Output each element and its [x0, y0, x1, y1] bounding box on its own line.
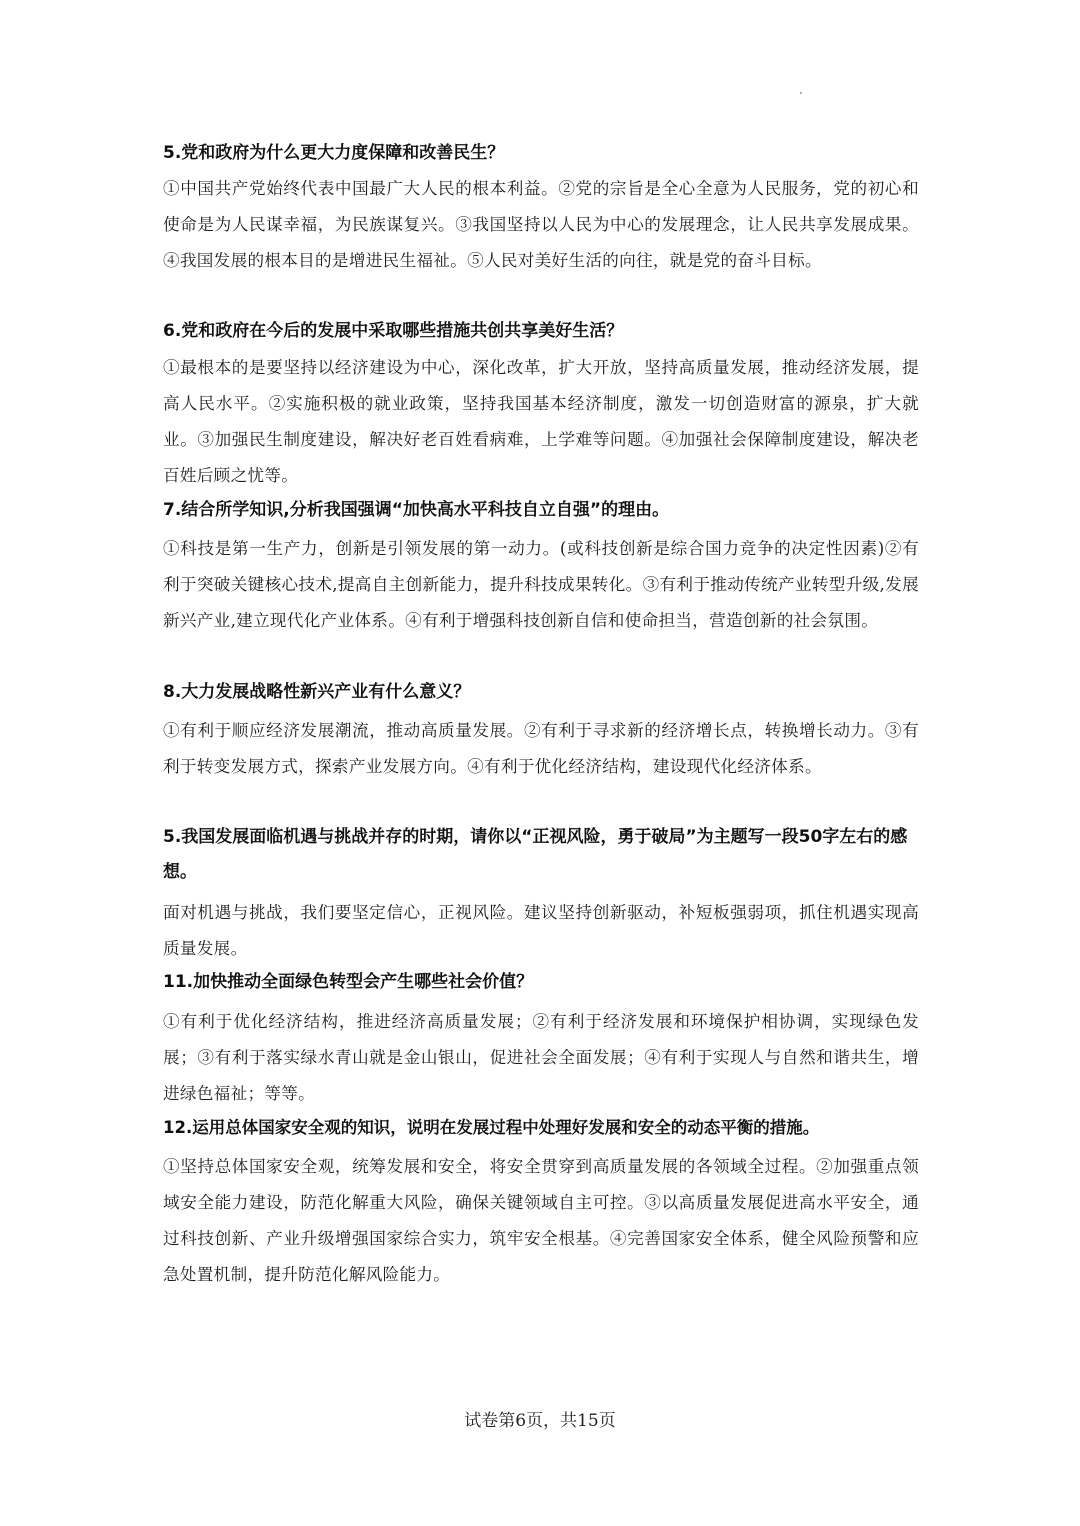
question-heading: 8.大力发展战略性新兴产业有什么意义？: [163, 682, 471, 702]
answer-text: ①中国共产党始终代表中国最广大人民的根本利益。②党的宗旨是全心全意为人民服务，党的初心和使命是为人民谋幸福，为民族谋复兴。③我国坚持以人民为中心的发展理念，让人民共享发展成果。④我国发展的根本目的是增进民生福祉。⑤人民对美好生活的向往，就是党的奋斗目标。: [163, 179, 919, 270]
question-heading: 5.我国发展面临机遇与挑战并存的时期，请你以“正视风险，勇于破局”为主题写一段50字左右的感想。: [163, 827, 908, 882]
question-heading: 6.党和政府在今后的发展中采取哪些措施共创共享美好生活？: [163, 321, 624, 341]
answer-text: ①有利于顺应经济发展潮流，推动高质量发展。②有利于寻求新的经济增长点，转换增长动力。③有利于转变发展方式，探索产业发展方向。④有利于优化经济结构，建设现代化经济体系。: [163, 721, 919, 776]
answer-text: ①科技是第一生产力，创新是引领发展的第一动力。(或科技创新是综合国力竞争的决定性因素)②有利于突破关键核心技术,提高自主创新能力，提升科技成果转化。③有利于推动传统产业转型升级,发展新兴产业,建立现代化产业体系。④有利于增强科技创新自信和使命担当，营造创新的社会氛围。: [163, 539, 919, 630]
answer-text: ①最根本的是要坚持以经济建设为中心，深化改革，扩大开放，坚持高质量发展，推动经济发展，提高人民水平。②实施积极的就业政策，坚持我国基本经济制度，激发一切创造财富的源泉，扩大就业。③加强民生制度建设，解决好老百姓看病难，上学难等问题。④加强社会保障制度建设，解决老百姓后顾之忧等。: [163, 358, 919, 485]
question-heading: 11.加快推动全面绿色转型会产生哪些社会价值？: [163, 972, 534, 992]
question-heading: 5.党和政府为什么更大力度保障和改善民生？: [163, 143, 505, 163]
page-footer: 试卷第6页，共15页: [464, 1411, 616, 1431]
answer-text: 面对机遇与挑战，我们要坚定信心，正视风险。建议坚持创新驱动，补短板强弱项，抓住机遇实现高质量发展。: [163, 903, 919, 958]
scan-speck: [800, 92, 802, 94]
answer-text: ①坚持总体国家安全观，统筹发展和安全，将安全贯穿到高质量发展的各领域全过程。②加强重点领域安全能力建设，防范化解重大风险，确保关键领域自主可控。③以高质量发展促进高水平安全，通过科技创新、产业升级增强国家综合实力，筑牢安全根基。④完善国家安全体系，健全风险预警和应急处置机制，提升防范化解风险能力。: [163, 1157, 919, 1284]
question-heading: 12.运用总体国家安全观的知识，说明在发展过程中处理好发展和安全的动态平衡的措施。: [163, 1118, 820, 1137]
answer-text: ①有利于优化经济结构，推进经济高质量发展；②有利于经济发展和环境保护相协调，实现绿色发展；③有利于落实绿水青山就是金山银山，促进社会全面发展；④有利于实现人与自然和谐共生，增进绿色福祉；等等。: [163, 1012, 919, 1103]
question-heading: 7.结合所学知识,分析我国强调“加快高水平科技自立自强”的理由。: [163, 500, 670, 520]
